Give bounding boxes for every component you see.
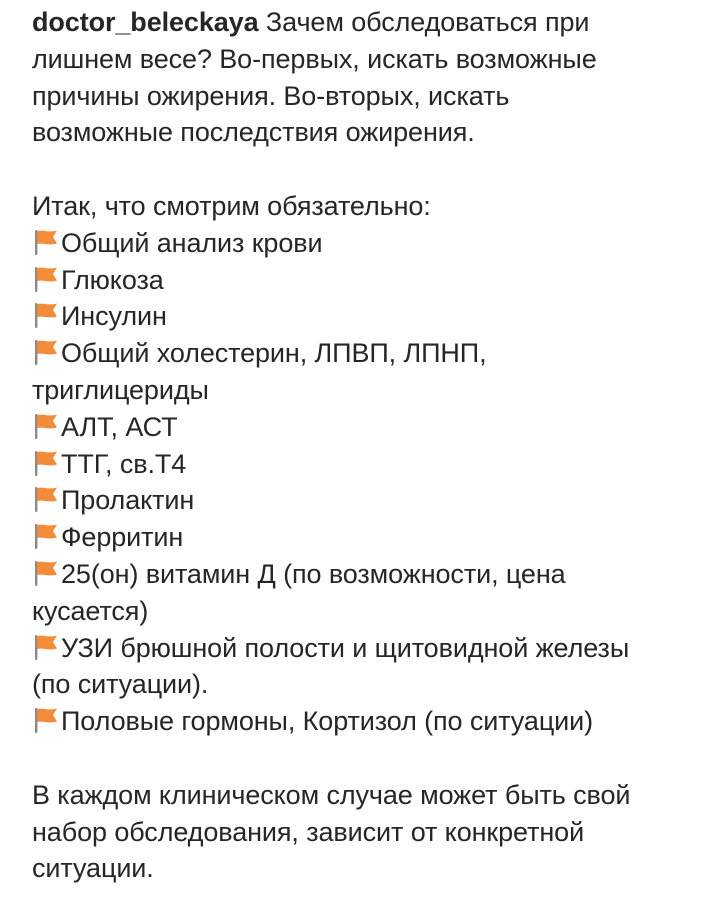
- list-item-continuation: (по ситуации).: [32, 669, 209, 700]
- closing-text: В каждом клиническом случае может быть свой: [32, 779, 631, 810]
- triangular-flag-icon: [32, 229, 60, 255]
- list-item: Общий холестерин, ЛПВП, ЛПНП,: [32, 335, 702, 372]
- caption-text: лишнем весе? Во-первых, искать возможные: [32, 43, 597, 74]
- list-item-continuation: триглицериды: [32, 374, 209, 405]
- caption-first-line: [32, 4, 702, 41]
- triangular-flag-icon: [32, 339, 60, 365]
- triangular-flag-icon: [32, 450, 60, 476]
- triangular-flag-icon: [32, 486, 60, 512]
- list-item: Пролактин: [32, 482, 702, 519]
- caption-text: причины ожирения. Во-вторых, искать: [32, 80, 510, 111]
- triangular-flag-icon: [32, 302, 60, 328]
- closing-text: ситуации.: [32, 853, 154, 884]
- list-item: Глюкоза: [32, 262, 702, 299]
- list-item: Общий анализ крови: [32, 225, 702, 262]
- list-item: УЗИ брюшной полости и щитовидной железы: [32, 630, 702, 667]
- list-item: Инсулин: [32, 298, 702, 335]
- paragraph-break: [32, 740, 702, 777]
- list-heading: Итак, что смотрим обязательно:: [32, 190, 431, 221]
- triangular-flag-icon: [32, 413, 60, 439]
- triangular-flag-icon: [32, 560, 60, 586]
- username-link[interactable]: doctor_beleckaya: [32, 7, 259, 37]
- caption-text: Зачем обследоваться при: [258, 7, 590, 37]
- list-item: ТТГ, св.Т4: [32, 446, 702, 483]
- list-item: Ферритин: [32, 519, 702, 556]
- list-item: Половые гормоны, Кортизол (по ситуации): [32, 703, 702, 740]
- triangular-flag-icon: [32, 266, 60, 292]
- triangular-flag-icon: [32, 707, 60, 733]
- paragraph-break: [32, 151, 702, 188]
- list-item-continuation: кусается): [32, 595, 149, 626]
- triangular-flag-icon: [32, 634, 60, 660]
- post-caption: [32, 4, 702, 887]
- caption-text: возможные последствия ожирения.: [32, 117, 475, 148]
- checklist: [32, 225, 702, 740]
- triangular-flag-icon: [32, 523, 60, 549]
- list-item: АЛТ, АСТ: [32, 409, 702, 446]
- list-item: 25(он) витамин Д (по возможности, цена: [32, 556, 702, 593]
- closing-text: набор обследования, зависит от конкретной: [32, 816, 585, 847]
